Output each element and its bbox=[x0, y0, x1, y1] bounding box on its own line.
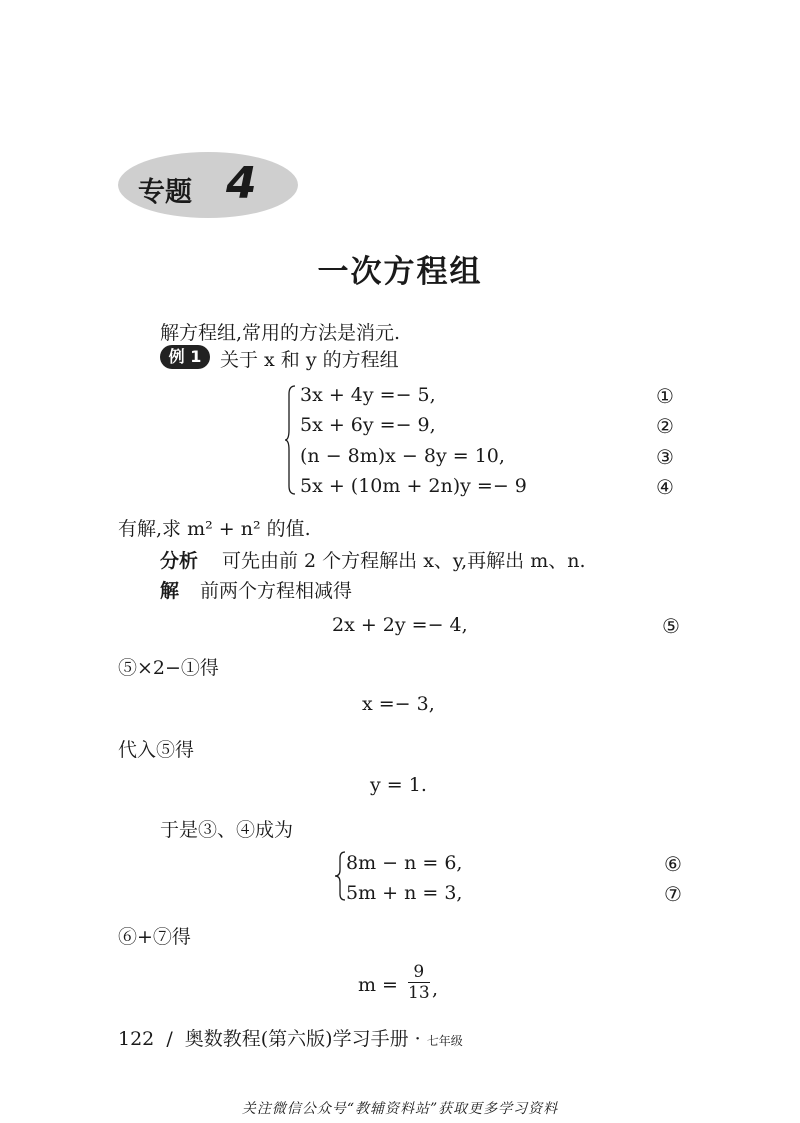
intro-text: 解方程组,常用的方法是消元. bbox=[160, 322, 401, 344]
eq-m-numerator: 9 bbox=[413, 962, 425, 982]
question-text: 有解,求 m² + n² 的值. bbox=[118, 518, 311, 540]
eq-m-tail: , bbox=[432, 978, 439, 1000]
system-num-1: ① bbox=[656, 384, 674, 408]
eq-x: x =− 3, bbox=[362, 693, 435, 715]
system-num-3: ③ bbox=[656, 445, 674, 469]
analysis-text: 可先由前 2 个方程解出 x、y,再解出 m、n. bbox=[222, 550, 586, 572]
chapter-title: 一次方程组 bbox=[317, 254, 483, 290]
system-num-4: ④ bbox=[656, 475, 674, 499]
eq-y: y = 1. bbox=[370, 774, 427, 796]
example-text: 关于 x 和 y 的方程组 bbox=[220, 349, 399, 371]
step-3: 代入⑤得 bbox=[118, 739, 195, 761]
footer-dot: · bbox=[414, 1028, 421, 1050]
eq-5: 2x + 2y =− 4, bbox=[332, 614, 468, 636]
step-2: ⑤×2−①得 bbox=[118, 657, 219, 679]
page-number: 122 bbox=[118, 1028, 155, 1050]
system-num-2: ② bbox=[656, 414, 674, 438]
system2-num-6: ⑥ bbox=[664, 852, 682, 876]
book-title: 奥数教程(第六版)学习手册 bbox=[184, 1028, 409, 1050]
system-eq-2: 5x + 6y =− 9, bbox=[300, 414, 436, 436]
bottom-note: 关注微信公众号“教辅资料站”获取更多学习资料 bbox=[241, 1101, 559, 1117]
eq-5-num: ⑤ bbox=[662, 614, 680, 638]
system2-num-7: ⑦ bbox=[664, 882, 682, 906]
topic-label: 专题 bbox=[138, 177, 192, 208]
step-4: 于是③、④成为 bbox=[160, 819, 294, 841]
system-eq-4: 5x + (10m + 2n)y =− 9 bbox=[300, 475, 527, 497]
system-eq-1: 3x + 4y =− 5, bbox=[300, 384, 436, 406]
example-tag: 例 1 bbox=[160, 345, 210, 369]
eq-m-denominator: 13 bbox=[408, 983, 430, 1003]
system2-eq-7: 5m + n = 3, bbox=[346, 882, 463, 904]
analysis-label: 分析 bbox=[160, 550, 199, 572]
system-eq-3: (n − 8m)x − 8y = 10, bbox=[300, 445, 505, 467]
footer-separator: / bbox=[166, 1028, 173, 1050]
topic-number: 4 bbox=[226, 158, 257, 209]
system2-brace bbox=[334, 850, 346, 902]
eq-m-fraction bbox=[408, 962, 430, 1003]
solution-line1: 前两个方程相减得 bbox=[200, 580, 353, 602]
grade-label: 七年级 bbox=[426, 1034, 463, 1048]
page-footer bbox=[118, 1024, 463, 1051]
system-brace bbox=[284, 384, 296, 496]
step-5: ⑥+⑦得 bbox=[118, 926, 191, 948]
solution-label: 解 bbox=[160, 580, 180, 602]
eq-m-left: m = bbox=[358, 974, 398, 996]
system2-eq-6: 8m − n = 6, bbox=[346, 852, 463, 874]
